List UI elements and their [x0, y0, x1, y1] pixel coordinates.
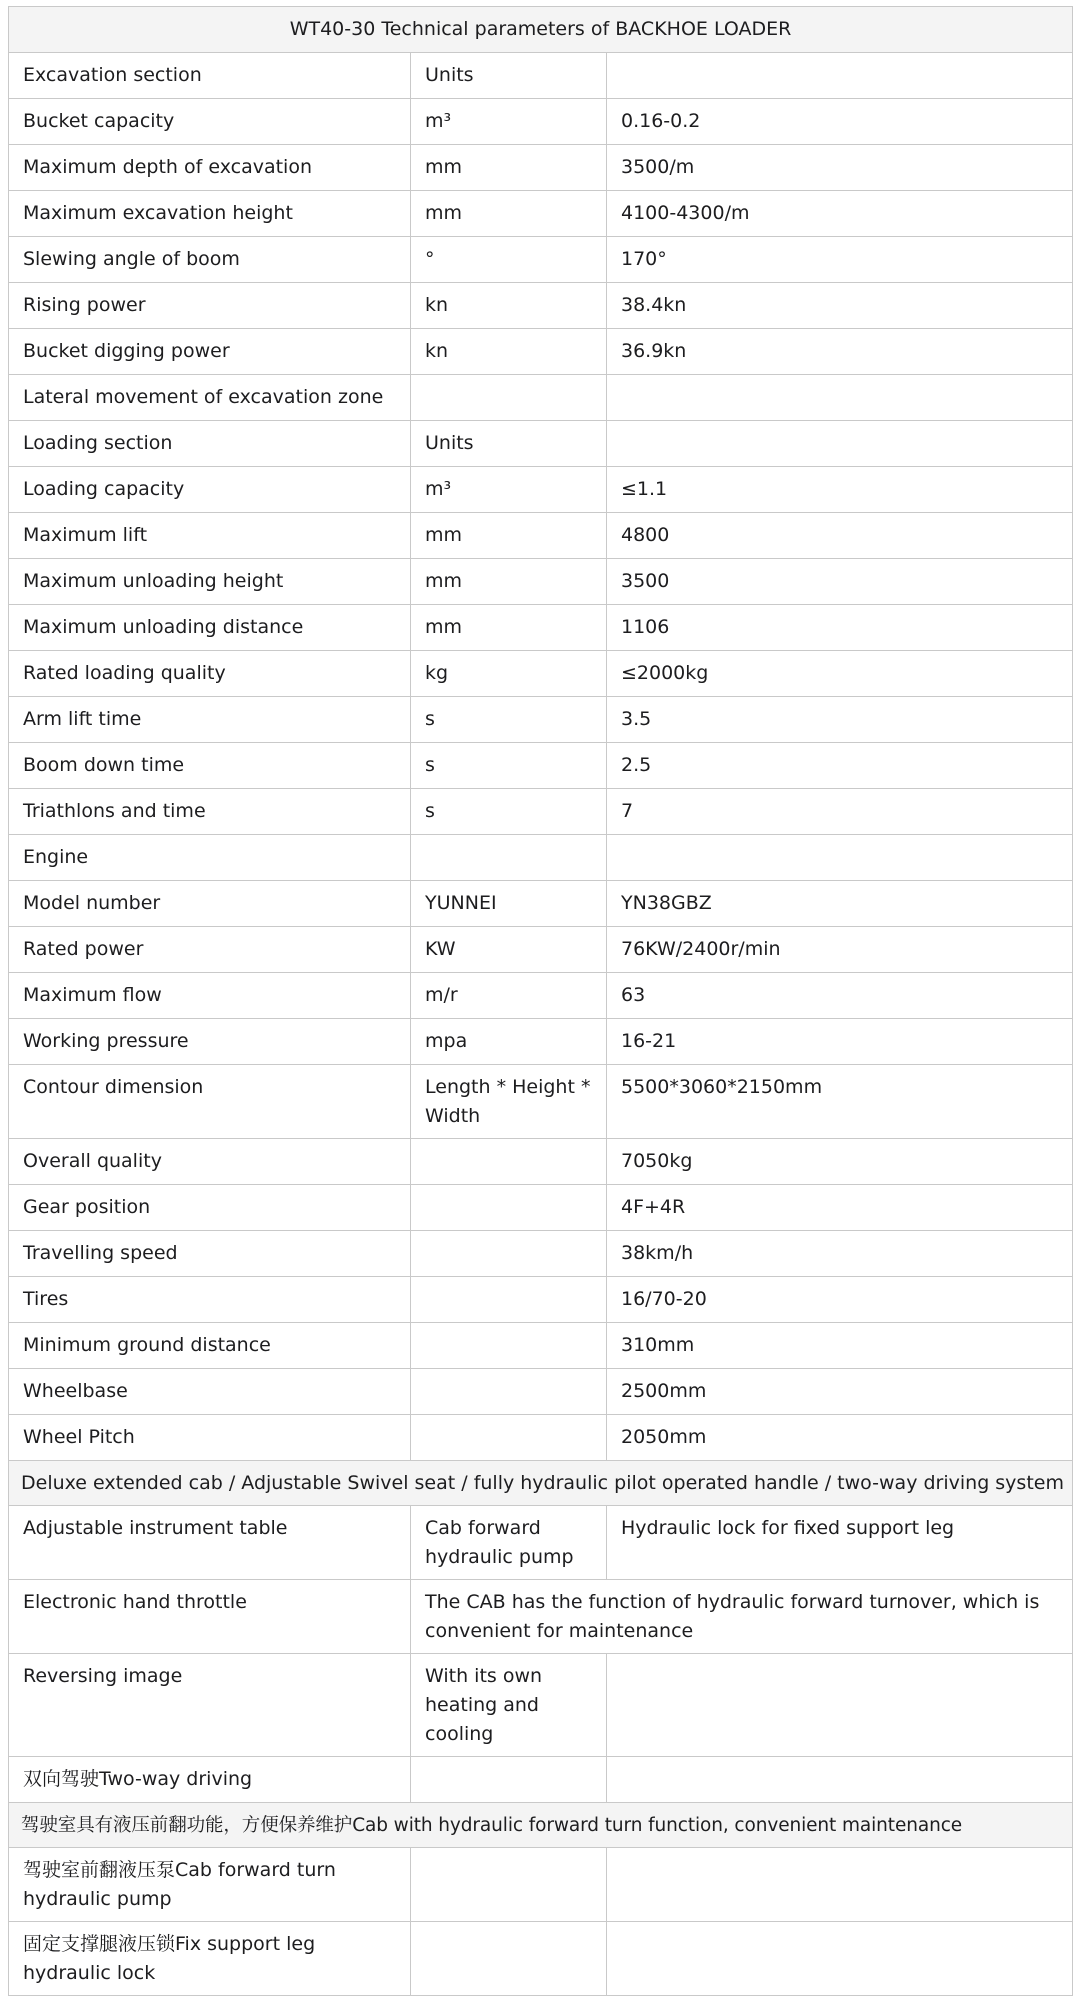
unit-cell: YUNNEI [411, 881, 607, 927]
table-row [9, 1231, 1073, 1277]
table-row [9, 1369, 1073, 1415]
table-row [9, 467, 1073, 513]
table-row [9, 789, 1073, 835]
feature-row [9, 1506, 1073, 1580]
value-cell: 5500*3060*2150mm [607, 1065, 1073, 1139]
value-cell: 170° [607, 237, 1073, 283]
table-row [9, 329, 1073, 375]
unit-cell: kg [411, 651, 607, 697]
unit-cell: s [411, 697, 607, 743]
value-cell: 36.9kn [607, 329, 1073, 375]
parameter-name-cell: Lateral movement of excavation zone [9, 375, 411, 421]
feature-cell: With its own heating and cooling [411, 1654, 607, 1757]
parameter-name-cell: Maximum depth of excavation [9, 145, 411, 191]
banner-row [9, 1461, 1073, 1506]
feature-cell: 驾驶室前翻液压泵Cab forward turn hydraulic pump [9, 1848, 411, 1922]
unit-cell: mm [411, 513, 607, 559]
unit-cell [411, 1277, 607, 1323]
value-cell: 2500mm [607, 1369, 1073, 1415]
feature-cell [607, 1848, 1073, 1922]
feature-cell: Hydraulic lock for fixed support leg [607, 1506, 1073, 1580]
unit-cell [411, 1415, 607, 1461]
banner-row [9, 1803, 1073, 1848]
value-cell: 310mm [607, 1323, 1073, 1369]
parameter-name-cell: Tires [9, 1277, 411, 1323]
parameter-name-cell: Bucket capacity [9, 99, 411, 145]
value-cell: ≤2000kg [607, 651, 1073, 697]
feature-cell: Cab forward hydraulic pump [411, 1506, 607, 1580]
unit-cell: mm [411, 145, 607, 191]
parameter-name-cell: Model number [9, 881, 411, 927]
parameter-name-cell: Engine [9, 835, 411, 881]
unit-cell [411, 1139, 607, 1185]
table-row [9, 743, 1073, 789]
parameter-name-cell: Gear position [9, 1185, 411, 1231]
parameter-name-cell: Loading capacity [9, 467, 411, 513]
feature-cell: 双向驾驶Two-way driving [9, 1757, 411, 1803]
parameter-name-cell: Rated loading quality [9, 651, 411, 697]
value-cell: ≤1.1 [607, 467, 1073, 513]
feature-cell [607, 1757, 1073, 1803]
cab-forward-turn-banner: 驾驶室具有液压前翻功能，方便保养维护Cab with hydraulic forward turn function, convenient maintenance [9, 1803, 1073, 1848]
parameter-name-cell: Slewing angle of boom [9, 237, 411, 283]
unit-cell: Units [411, 421, 607, 467]
table-row [9, 513, 1073, 559]
value-cell: 4800 [607, 513, 1073, 559]
unit-cell: mm [411, 559, 607, 605]
value-cell: 2050mm [607, 1415, 1073, 1461]
value-cell: 38km/h [607, 1231, 1073, 1277]
parameter-name-cell: Maximum flow [9, 973, 411, 1019]
value-cell [607, 835, 1073, 881]
table-row [9, 927, 1073, 973]
parameter-name-cell: Maximum excavation height [9, 191, 411, 237]
feature-cell: Electronic hand throttle [9, 1580, 411, 1654]
parameter-name-cell: Minimum ground distance [9, 1323, 411, 1369]
table-row [9, 651, 1073, 697]
value-cell: 2.5 [607, 743, 1073, 789]
value-cell: 4100-4300/m [607, 191, 1073, 237]
feature-row [9, 1922, 1073, 1996]
table-row [9, 1185, 1073, 1231]
value-cell: 16-21 [607, 1019, 1073, 1065]
unit-cell [411, 375, 607, 421]
unit-cell: m³ [411, 467, 607, 513]
feature-row [9, 1848, 1073, 1922]
unit-cell: s [411, 789, 607, 835]
parameter-name-cell: Overall quality [9, 1139, 411, 1185]
value-cell: 1106 [607, 605, 1073, 651]
cab-features-banner: Deluxe extended cab / Adjustable Swivel seat / fully hydraulic pilot operated handle / two-way driving system [9, 1461, 1073, 1506]
table-row [9, 559, 1073, 605]
feature-cell [607, 1922, 1073, 1996]
unit-cell: m/r [411, 973, 607, 1019]
value-cell: 0.16-0.2 [607, 99, 1073, 145]
table-title: WT40-30 Technical parameters of BACKHOE LOADER [9, 7, 1073, 53]
parameter-name-cell: Rising power [9, 283, 411, 329]
title-row [9, 7, 1073, 53]
value-cell: 3.5 [607, 697, 1073, 743]
unit-cell: mpa [411, 1019, 607, 1065]
value-cell: 4F+4R [607, 1185, 1073, 1231]
feature-cell: Adjustable instrument table [9, 1506, 411, 1580]
parameter-name-cell: Excavation section [9, 53, 411, 99]
table-row [9, 421, 1073, 467]
table-row [9, 145, 1073, 191]
parameter-name-cell: Triathlons and time [9, 789, 411, 835]
parameter-name-cell: Maximum unloading height [9, 559, 411, 605]
feature-cell: Reversing image [9, 1654, 411, 1757]
table-row [9, 191, 1073, 237]
unit-cell: ° [411, 237, 607, 283]
value-cell: 7 [607, 789, 1073, 835]
unit-cell [411, 1323, 607, 1369]
table-row [9, 1323, 1073, 1369]
parameter-name-cell: Rated power [9, 927, 411, 973]
parameter-name-cell: Working pressure [9, 1019, 411, 1065]
feature-row [9, 1580, 1073, 1654]
value-cell: 63 [607, 973, 1073, 1019]
feature-cell [607, 1654, 1073, 1757]
value-cell: 3500 [607, 559, 1073, 605]
spec-table-container [8, 6, 1072, 1996]
feature-row [9, 1757, 1073, 1803]
feature-cell [411, 1757, 607, 1803]
feature-cell [411, 1848, 607, 1922]
table-row [9, 1065, 1073, 1139]
value-cell: 3500/m [607, 145, 1073, 191]
table-row [9, 237, 1073, 283]
table-row [9, 375, 1073, 421]
table-row [9, 1139, 1073, 1185]
value-cell [607, 421, 1073, 467]
parameter-name-cell: Wheel Pitch [9, 1415, 411, 1461]
feature-cell [411, 1922, 607, 1996]
spec-table-body [9, 7, 1073, 1996]
table-row [9, 283, 1073, 329]
unit-cell: KW [411, 927, 607, 973]
unit-cell: kn [411, 329, 607, 375]
unit-cell: Units [411, 53, 607, 99]
unit-cell: s [411, 743, 607, 789]
unit-cell: m³ [411, 99, 607, 145]
value-cell: 16/70-20 [607, 1277, 1073, 1323]
feature-row [9, 1654, 1073, 1757]
parameter-name-cell: Loading section [9, 421, 411, 467]
value-cell [607, 375, 1073, 421]
table-row [9, 605, 1073, 651]
parameter-name-cell: Maximum lift [9, 513, 411, 559]
table-row [9, 835, 1073, 881]
parameter-name-cell: Bucket digging power [9, 329, 411, 375]
table-row [9, 1019, 1073, 1065]
spec-table [8, 6, 1073, 1996]
value-cell: YN38GBZ [607, 881, 1073, 927]
value-cell: 38.4kn [607, 283, 1073, 329]
table-row [9, 53, 1073, 99]
unit-cell [411, 835, 607, 881]
unit-cell: Length * Height * Width [411, 1065, 607, 1139]
table-row [9, 697, 1073, 743]
value-cell [607, 53, 1073, 99]
unit-cell [411, 1369, 607, 1415]
table-row [9, 1415, 1073, 1461]
parameter-name-cell: Wheelbase [9, 1369, 411, 1415]
parameter-name-cell: Arm lift time [9, 697, 411, 743]
table-row [9, 881, 1073, 927]
parameter-name-cell: Boom down time [9, 743, 411, 789]
table-row [9, 973, 1073, 1019]
unit-cell [411, 1231, 607, 1277]
unit-cell: mm [411, 191, 607, 237]
unit-cell: kn [411, 283, 607, 329]
unit-cell [411, 1185, 607, 1231]
value-cell: 76KW/2400r/min [607, 927, 1073, 973]
parameter-name-cell: Contour dimension [9, 1065, 411, 1139]
feature-cell: 固定支撑腿液压锁Fix support leg hydraulic lock [9, 1922, 411, 1996]
feature-cell: The CAB has the function of hydraulic forward turnover, which is convenient for maintenance [411, 1580, 1073, 1654]
table-row [9, 99, 1073, 145]
parameter-name-cell: Maximum unloading distance [9, 605, 411, 651]
unit-cell: mm [411, 605, 607, 651]
value-cell: 7050kg [607, 1139, 1073, 1185]
parameter-name-cell: Travelling speed [9, 1231, 411, 1277]
table-row [9, 1277, 1073, 1323]
